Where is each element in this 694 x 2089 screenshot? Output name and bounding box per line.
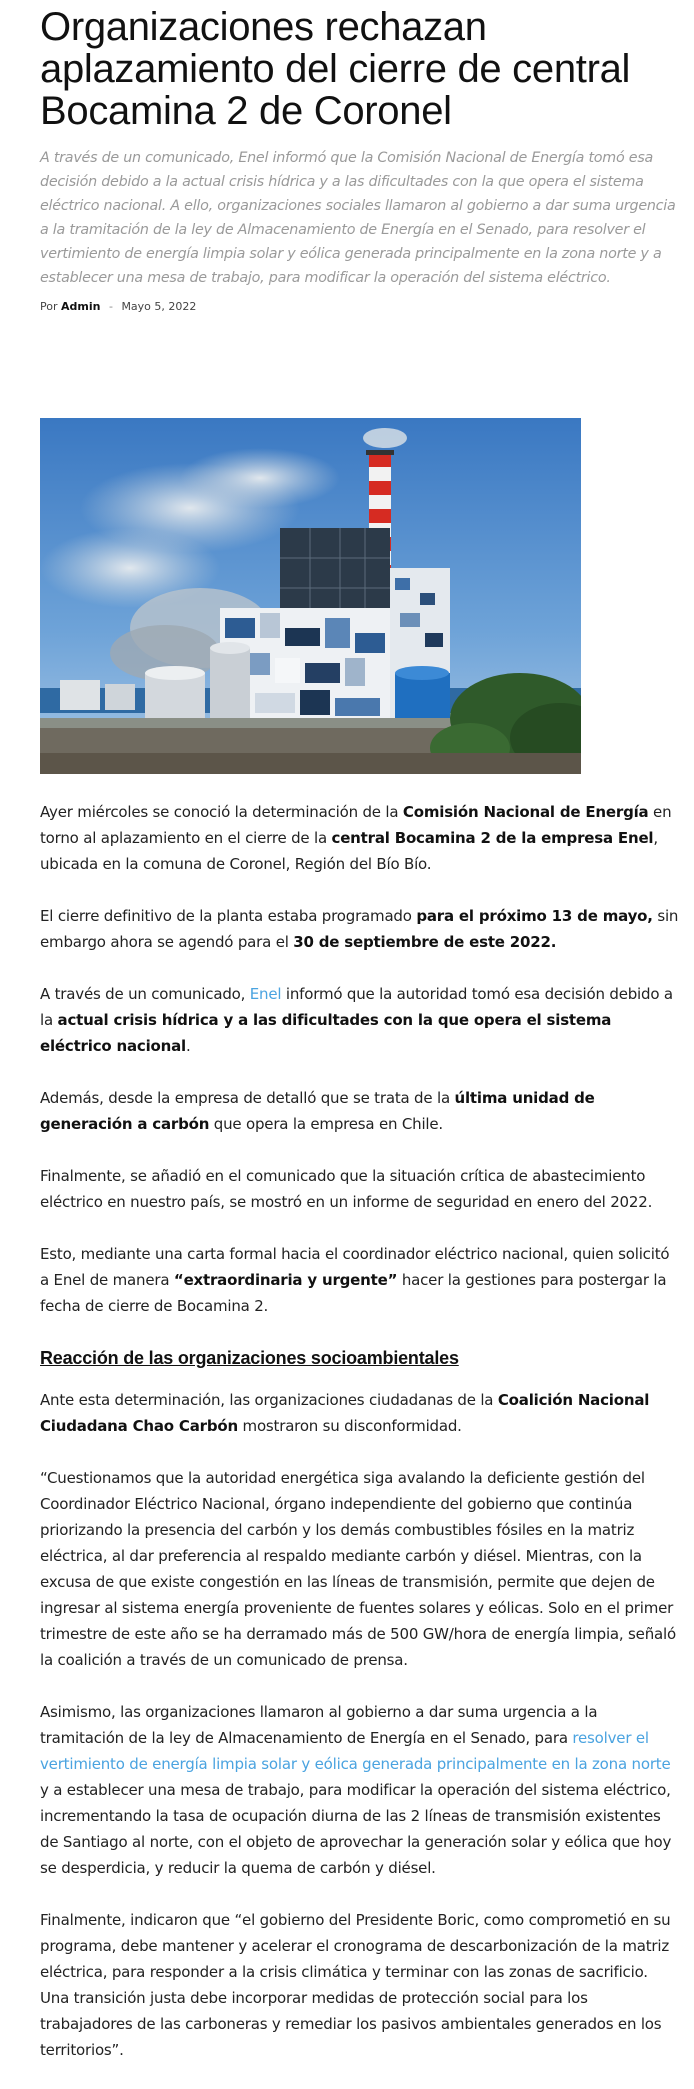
meta-separator: - bbox=[108, 300, 113, 313]
power-plant-illustration bbox=[40, 418, 581, 774]
text: Esto, mediante una carta formal hacia el coordinador eléctrico nacional, quien solicitó a Enel de manera bbox=[40, 1245, 670, 1289]
bold-text: actual crisis hídrica y a las dificultades con la que opera el sistema eléctrico nacional bbox=[40, 1011, 612, 1055]
bold-text: central Bocamina 2 de la empresa Enel bbox=[331, 829, 654, 847]
bold-text: Comisión Nacional de Energía bbox=[402, 803, 649, 821]
vertimiento-link[interactable]: resolver el vertimiento de energía limpia solar y eólica generada principalmente en la zona norte bbox=[40, 1729, 671, 1773]
text: , ubicada en la comuna de Coronel, Región del Bío Bío. bbox=[40, 829, 658, 873]
enel-link[interactable]: Enel bbox=[249, 985, 282, 1003]
text: Además, desde la empresa de detalló que se trata de la bbox=[40, 1089, 455, 1107]
article-photo bbox=[40, 418, 581, 774]
section-heading: Reacción de las organizaciones socioambientales bbox=[40, 1348, 459, 1368]
text: mostraron su disconformidad. bbox=[237, 1417, 462, 1435]
text: en torno al aplazamiento en el cierre de la bbox=[40, 803, 672, 847]
paragraph-6 bbox=[40, 1241, 680, 1319]
text: Asimismo, las organizaciones llamaron al gobierno a dar suma urgencia a la tramitación de la ley de Almacenamiento de Energía en el Senado, para bbox=[40, 1703, 598, 1747]
bold-text: 30 de septiembre de este 2022. bbox=[293, 933, 557, 951]
paragraph-3 bbox=[40, 981, 680, 1059]
article-meta bbox=[40, 300, 680, 316]
paragraph-9 bbox=[40, 1699, 680, 1881]
text: El cierre definitivo de la planta estaba programado bbox=[40, 907, 417, 925]
text: que opera la empresa en Chile. bbox=[209, 1115, 443, 1133]
bold-text: “extraordinaria y urgente” bbox=[173, 1271, 398, 1289]
text: informó que la autoridad tomó esa decisión debido a la bbox=[40, 985, 673, 1029]
text: A través de un comunicado, bbox=[40, 985, 250, 1003]
paragraph-8: “Cuestionamos que la autoridad energética siga avalando la deficiente gestión del Coordinador Eléctrico Nacional, órgano independiente del gobierno que continúa priorizando la presencia del carbón y los demás combustibles fósiles en la matriz eléctrica, al dar preferencia al respaldo mediante carbón y diésel. Mientras, con la excusa de que existe congestión en las líneas de transmisión, permite que dejen de ingresar al sistema energía proveniente de fuentes solares y eólicas. Solo en el primer trimestre de este año se ha derramado más de 500 GW/hora de energía limpia, señaló la coalición a través de un comunicado de prensa. bbox=[40, 1469, 676, 1669]
article-title: Organizaciones rechazan aplazamiento del cierre de central Bocamina 2 de Coronel bbox=[40, 5, 631, 133]
text: . bbox=[186, 1037, 191, 1055]
text: hacer la gestiones para postergar la fecha de cierre de Bocamina 2. bbox=[40, 1271, 667, 1315]
text: Ante esta determinación, las organizaciones ciudadanas de la bbox=[40, 1391, 498, 1409]
article bbox=[40, 0, 680, 2059]
bold-text: para el próximo 13 de mayo, bbox=[416, 907, 653, 925]
paragraph-4 bbox=[40, 1085, 680, 1137]
paragraph-1 bbox=[40, 799, 680, 877]
bold-text: última unidad de generación a carbón bbox=[40, 1089, 595, 1133]
bold-text: Coalición Nacional Ciudadana Chao Carbón bbox=[40, 1391, 650, 1435]
text: y a establecer una mesa de trabajo, para modificar la operación del sistema eléctrico, incrementando la tasa de ocupación diurna de las 2 líneas de transmisión existentes de Santiago al norte, con el objeto de aprovechar la generación solar y eólica que hoy se desperdicia, y reducir la quema de carbón y diésel. bbox=[40, 1781, 672, 1877]
publish-date: Mayo 5, 2022 bbox=[121, 300, 197, 313]
paragraph-2 bbox=[40, 903, 680, 955]
paragraph-5: Finalmente, se añadió en el comunicado que la situación crítica de abastecimiento eléctrico en nuestro país, se mostró en un informe de seguridad en enero del 2022. bbox=[40, 1167, 653, 1211]
article-body bbox=[40, 799, 680, 2089]
article-subtitle: A través de un comunicado, Enel informó que la Comisión Nacional de Energía tomó esa decisión debido a la actual crisis hídrica y a las dificultades con la que opera el sistema eléctrico nacional. A ello, organizaciones sociales llamaron al gobierno a dar suma urgencia a la tramitación de la ley de Almacenamiento de Energía en el Senado, para resolver el vertimiento de energía limpia solar y eólica generada principalmente en la zona norte y a establecer una mesa de trabajo, para modificar la operación del sistema eléctrico. bbox=[40, 150, 676, 286]
paragraph-7 bbox=[40, 1387, 680, 1439]
text: Ayer miércoles se conoció la determinación de la bbox=[40, 803, 403, 821]
paragraph-10: Finalmente, indicaron que “el gobierno del Presidente Boric, como comprometió en su programa, debe mantener y acelerar el cronograma de descarbonización de la matriz eléctrica, para responder a la crisis climática y terminar con las zonas de sacrificio. Una transición justa debe incorporar medidas de protección social para los trabajadores de las carboneras y remediar los pasivos ambientales generados en los territorios”. bbox=[40, 1911, 671, 2059]
author-link[interactable]: Admin bbox=[61, 300, 101, 313]
by-label: Por bbox=[40, 300, 58, 313]
text: sin embargo ahora se agendó para el bbox=[40, 907, 679, 951]
